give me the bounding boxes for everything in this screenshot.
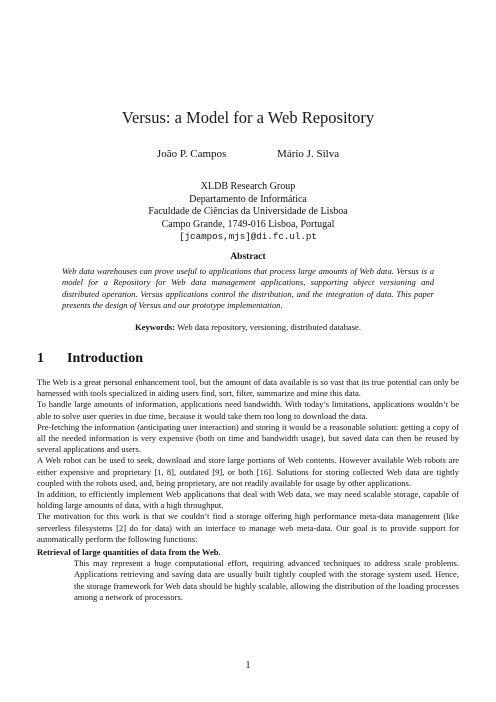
- author-email: [jcampos,mjs]@di.fc.ul.pt: [179, 231, 317, 243]
- keywords-line: [0, 322, 496, 332]
- list-item: [37, 547, 459, 603]
- affiliation-line: XLDB Research Group: [200, 181, 296, 192]
- list-item-lead: Retrieval of large quantities of data from the Web.: [37, 547, 221, 558]
- body-paragraph: The Web is a great personal enhancement tool, but the amount of data available is so vast that its true potential can only be harnessed with tools specialized in aiding users find, sort, filter, summarize and mine this data.: [37, 377, 459, 399]
- body-paragraph: In addition, to efficiently implement Web applications that deal with Web data, we may need scalable storage, capable of holding large amounts of data, with a high throughput.: [37, 489, 459, 511]
- section-number: 1: [37, 351, 44, 366]
- paper-title: Versus: a Model for a Web Repository: [121, 108, 375, 127]
- affiliation-line: Faculdade de Ciências da Universidade de Lisboa: [148, 206, 348, 218]
- author-name: Mário J. Silva: [277, 148, 340, 160]
- affiliation-line: Campo Grande, 1749-016 Lisboa, Portugal: [161, 218, 335, 230]
- author-list: [0, 148, 496, 160]
- affiliation-line: Departamento de Informática: [189, 193, 307, 205]
- list-item-text: This may represent a huge computational effort, requiring advanced techniques to address scale problems. Applications retrieving and saving data are usually built tightly coupled with the storage system used. Hence, the storage framework for Web data should be highly scalable, allowing the distribution of the loading processes among a network of processors.: [74, 558, 459, 602]
- section-title: Introduction: [67, 351, 143, 366]
- body-paragraph: To handle large amounts of information, applications need bandwidth. With today’s limitations, applications wouldn’t be able to solve user queries in due time, because it would take them too long to download the data.: [37, 399, 459, 421]
- body-paragraph: Pre-fetching the information (anticipating user interaction) and storing it would be a reasonable solution: getting a copy of all the needed information is very expensive (both on time and bandwidth usage), but saved data can then be reused by several applications and users.: [37, 421, 459, 455]
- author-name: João P. Campos: [156, 148, 227, 160]
- section-heading: [37, 351, 143, 367]
- affiliation-block: [0, 181, 496, 244]
- page-number: 1: [245, 660, 251, 671]
- abstract-heading: Abstract: [230, 252, 266, 262]
- body-paragraph: A Web robot can be used to seek, download and store large portions of Web contents. However available Web robots are either expensive and proprietary [1, 8], outdated [9], or both [16]. Solutions for storing collected Web data are tightly coupled with the robots used, and, being proprietary, are not readily available for usage by other applications.: [37, 455, 459, 488]
- body-paragraph: The motivation for this work is that we couldn’t find a storage offering high performance meta-data management (like serverless filesystems [2] do for data) with an interface to manage web meta-data. Our goal is to provide support for automatically perform the following functions:: [37, 511, 459, 544]
- section-body: [37, 377, 459, 603]
- keywords-text: Web data repository, versioning, distributed database.: [177, 322, 362, 332]
- keywords-label: Keywords:: [134, 322, 176, 332]
- abstract-text: Web data warehouses can prove useful to applications that process large amounts of Web data. Versus is a model for a Repository for Web data management applications, supporting object versioning and distributed operation. Versus applications control the distribution, and the integration of data. This paper presents the design of Versus and our prototype implementation.: [62, 266, 434, 311]
